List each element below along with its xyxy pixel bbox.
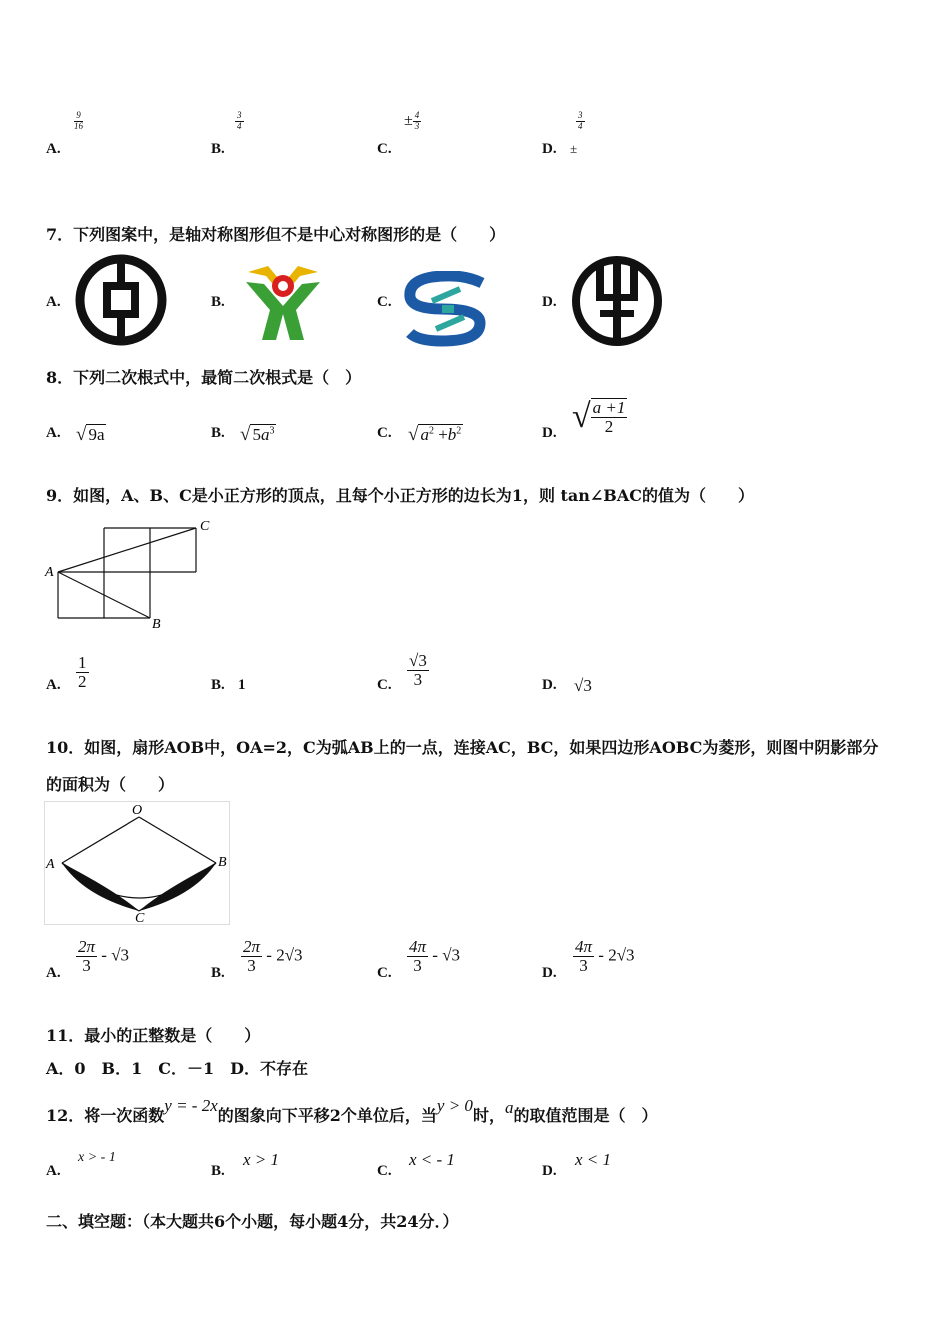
q8-option-d-letter: D. [542, 425, 557, 441]
q12-stem: 12．将一次函数y = - 2x的图象向下平移2个单位后，当y > 0时，a的取值范围是（ ） [46, 1096, 658, 1125]
q6-option-d-pm: ± [570, 141, 578, 156]
section2-title: 二、填空题：（本大题共6个小题，每小题4分，共24分．） [46, 1212, 459, 1231]
coin-square-logo-icon [74, 253, 168, 347]
q12-option-b-letter: B. [211, 1163, 225, 1179]
q9-label-c: C [200, 519, 210, 534]
q6-option-c-letter: C. [377, 141, 392, 157]
q10-option-a-letter: A. [46, 965, 61, 981]
q10-stem-line2: 的面积为（ ） [46, 775, 175, 794]
circle-trident-logo-icon [570, 254, 664, 348]
q7-option-c-letter: C. [377, 294, 392, 310]
q7-option-b-letter: B. [211, 294, 225, 310]
q10-option-c-value: $\frac{4\pi}{3}$ - √3 [409, 937, 461, 975]
q6-option-a-value: $\frac{9}{16}$ [74, 110, 83, 131]
q8-stem: 8．下列二次根式中，最简二次根式是（ ） [46, 368, 362, 387]
q12-option-a-letter: A. [46, 1163, 61, 1179]
q12-option-b-value: x > 1 [243, 1150, 280, 1169]
q8-option-c-letter: C. [377, 425, 392, 441]
q12-option-a-value: x > - 1 [78, 1150, 116, 1165]
q6-option-b-letter: B. [211, 141, 225, 157]
blue-s-logo-icon [402, 271, 494, 347]
q11-options: A．0 B．1 C．－1 D．不存在 [46, 1059, 308, 1078]
q10-sector-figure [44, 801, 230, 925]
green-yellow-red-logo-icon [240, 262, 326, 346]
q9-option-d-value: √3 [574, 676, 592, 695]
q10-stem-line1: 10．如图，扇形AOB中，OA=2，C为弧AB上的一点，连接AC，BC，如果四边形AOBC为菱形，则图中阴影部分 [46, 738, 879, 757]
q8-option-b-value: √ $5a^3$ [240, 424, 275, 445]
q8-option-a-letter: A. [46, 425, 61, 441]
q9-option-c-value: $\frac{√3}{3}$ [409, 651, 427, 689]
q7-option-a-letter: A. [46, 294, 61, 310]
q9-label-b: B [152, 617, 161, 632]
q7-option-d-letter: D. [542, 294, 557, 310]
q10-label-a: A [46, 857, 55, 872]
q8-option-c-value: √ $a^2 +b^2$ [408, 424, 462, 445]
q10-option-d-letter: D. [542, 965, 557, 981]
q9-stem: 9．如图，A、B、C是小正方形的顶点，且每个小正方形的边长为1，则 tan∠BAC的值为（ ） [46, 486, 754, 505]
q10-label-c: C [135, 911, 145, 925]
q12-option-d-letter: D. [542, 1163, 557, 1179]
q9-option-a-value: $\frac{1}{2}$ [78, 653, 87, 691]
q12-option-c-letter: C. [377, 1163, 392, 1179]
q10-label-o: O [132, 803, 143, 818]
q12-option-c-value: x < - 1 [409, 1150, 455, 1169]
q9-option-d-letter: D. [542, 677, 557, 693]
q6-option-d-value: $\frac{3}{4}$ [578, 110, 583, 131]
q10-option-b-letter: B. [211, 965, 225, 981]
q9-grid-figure [42, 514, 222, 632]
q7-stem: 7．下列图案中，是轴对称图形但不是中心对称图形的是（ ） [46, 225, 506, 244]
q10-label-b: B [218, 855, 227, 870]
q6-option-b-value: $\frac{3}{4}$ [237, 110, 242, 131]
q10-option-d-value: $\frac{4\pi}{3}$ - 2√3 [575, 937, 635, 975]
q6-option-c-value: ± $\frac{4}{3}$ [404, 110, 420, 131]
q6-option-d-letter: D. [542, 141, 557, 157]
q10-option-b-value: $\frac{2\pi}{3}$ - 2√3 [243, 937, 303, 975]
q9-option-c-letter: C. [377, 677, 392, 693]
q8-option-b-letter: B. [211, 425, 225, 441]
q11-stem: 11．最小的正整数是（ ） [46, 1026, 261, 1045]
q9-label-a: A [45, 565, 54, 580]
q12-option-d-value: x < 1 [575, 1150, 612, 1169]
q9-option-b-value: 1 [238, 677, 246, 693]
q8-option-d-value: √ $\frac{a +1}{2}$ [572, 398, 626, 436]
q9-option-a-letter: A. [46, 677, 61, 693]
q10-option-a-value: $\frac{2\pi}{3}$ - √3 [78, 937, 130, 975]
q10-option-c-letter: C. [377, 965, 392, 981]
q6-option-a-letter: A. [46, 141, 61, 157]
q9-option-b-letter: B. [211, 677, 225, 693]
q8-option-a-value: √ 9a [76, 424, 105, 445]
